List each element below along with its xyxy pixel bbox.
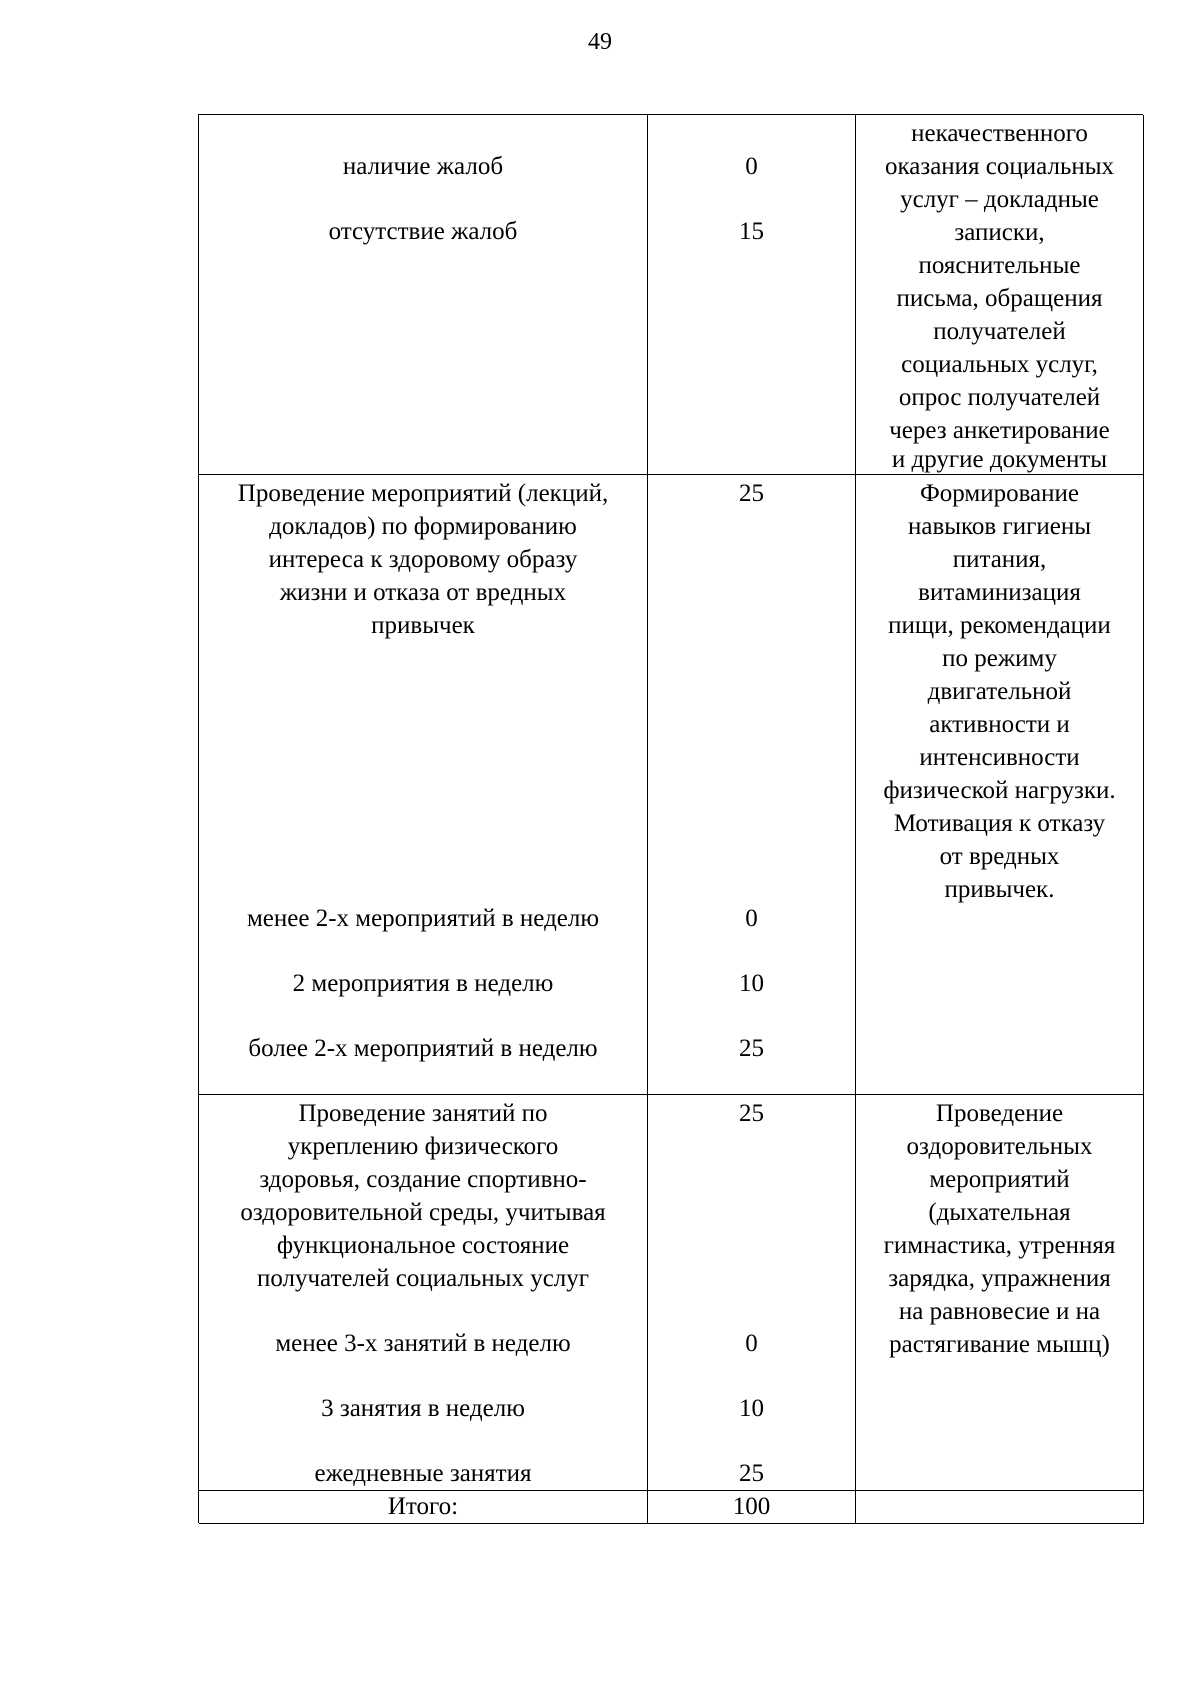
row2-criteria-line: привычек bbox=[371, 612, 475, 639]
row3-description-line: Проведение bbox=[935, 1100, 1064, 1127]
row3-description-line: (дыхательная bbox=[928, 1199, 1071, 1226]
row3-score: 0 bbox=[745, 1330, 758, 1357]
row1-score: 15 bbox=[739, 218, 764, 245]
row3-criteria-line: получателей социальных услуг bbox=[256, 1265, 590, 1292]
row2-description-line: привычек. bbox=[944, 876, 1055, 903]
row1-description-line: услуг – докладные bbox=[900, 186, 1099, 213]
row1-description-line: некачественного bbox=[911, 120, 1088, 147]
row2-criteria-cell bbox=[199, 475, 648, 1095]
row2-criteria-line: более 2-х мероприятий в неделю bbox=[248, 1035, 598, 1062]
row1-description-line: пояснительные bbox=[918, 252, 1081, 279]
row1-score: 0 bbox=[745, 153, 758, 180]
criteria-table bbox=[198, 114, 1143, 1523]
row2-description-cell bbox=[856, 475, 1144, 1095]
total-label-cell bbox=[199, 1491, 648, 1524]
row2-description-line: Мотивация к отказу bbox=[893, 810, 1106, 837]
row1-description-line: социальных услуг, bbox=[901, 351, 1098, 378]
row2-description-line: от вредных bbox=[939, 843, 1060, 870]
row1-description-line: письма, обращения bbox=[896, 285, 1103, 312]
row3-description-line: гимнастика, утренняя bbox=[883, 1232, 1116, 1259]
row2-score: 25 bbox=[739, 1035, 764, 1062]
row3-description-line: оздоровительных bbox=[906, 1133, 1093, 1160]
row3-description-line: мероприятий bbox=[929, 1166, 1070, 1193]
row2-description-line: интенсивности bbox=[919, 744, 1080, 771]
row3-score: 10 bbox=[739, 1395, 764, 1422]
total-value-cell bbox=[648, 1491, 856, 1524]
row3-description-line: зарядка, упражнения bbox=[888, 1265, 1111, 1292]
total-empty-cell bbox=[856, 1491, 1144, 1524]
row2-criteria-line: жизни и отказа от вредных bbox=[279, 579, 567, 606]
row2-criteria-line: 2 мероприятия в неделю bbox=[292, 970, 554, 997]
row3-score: 25 bbox=[739, 1100, 764, 1127]
row3-criteria-line: 3 занятия в неделю bbox=[321, 1395, 525, 1422]
total-value: 100 bbox=[732, 1493, 771, 1520]
row2-score: 10 bbox=[739, 970, 764, 997]
row1-score-cell bbox=[648, 115, 856, 475]
row1-description-line: и другие документы bbox=[891, 446, 1108, 473]
row1-criteria-line: отсутствие жалоб bbox=[328, 218, 518, 245]
row2-criteria-line: докладов) по формированию bbox=[269, 513, 577, 540]
row3-score: 25 bbox=[739, 1460, 764, 1487]
row2-description-line: питания, bbox=[952, 546, 1047, 573]
row3-criteria-line: здоровья, создание спортивно- bbox=[259, 1166, 587, 1193]
row1-criteria-line: наличие жалоб bbox=[342, 153, 504, 180]
row3-score-cell bbox=[648, 1095, 856, 1491]
row1-description-line: получателей bbox=[933, 318, 1066, 345]
row2-description-line: Формирование bbox=[920, 480, 1079, 507]
row3-description-cell bbox=[856, 1095, 1144, 1491]
row3-description-line: на равновесие и на bbox=[898, 1298, 1101, 1325]
row1-description-line: через анкетирование bbox=[889, 417, 1110, 444]
row3-criteria-line: ежедневные занятия bbox=[314, 1460, 532, 1487]
row2-description-line: физической нагрузки. bbox=[883, 777, 1116, 804]
row1-description-cell bbox=[856, 115, 1144, 475]
row2-criteria-line: менее 2-х мероприятий в неделю bbox=[246, 905, 600, 932]
row3-description-line: растягивание мышц) bbox=[889, 1331, 1110, 1358]
row2-score: 0 bbox=[745, 905, 758, 932]
row2-score-cell bbox=[648, 475, 856, 1095]
row2-criteria-line: Проведение мероприятий (лекций, bbox=[237, 480, 609, 507]
row2-description-line: активности и bbox=[929, 711, 1070, 738]
row2-description-line: двигательной bbox=[927, 678, 1072, 705]
row1-description-line: записки, bbox=[954, 219, 1045, 246]
page-number: 49 bbox=[588, 29, 612, 55]
row3-criteria-line: оздоровительной среды, учитывая bbox=[240, 1199, 606, 1226]
total-label: Итого: bbox=[387, 1493, 459, 1520]
row3-criteria-cell bbox=[199, 1095, 648, 1491]
row1-description-line: оказания социальных bbox=[884, 153, 1115, 180]
row1-criteria-cell bbox=[199, 115, 648, 475]
row2-score: 25 bbox=[739, 480, 764, 507]
row3-criteria-line: менее 3-х занятий в неделю bbox=[275, 1330, 571, 1357]
row1-description-line: опрос получателей bbox=[898, 384, 1101, 411]
row2-description-line: витаминизация bbox=[918, 579, 1081, 606]
row2-criteria-line: интереса к здоровому образу bbox=[268, 546, 578, 573]
row3-criteria-line: Проведение занятий по bbox=[298, 1100, 548, 1127]
row2-description-line: по режиму bbox=[942, 645, 1057, 672]
row3-criteria-line: укреплению физического bbox=[287, 1133, 559, 1160]
row3-criteria-line: функциональное состояние bbox=[276, 1232, 570, 1259]
row2-description-line: пищи, рекомендации bbox=[888, 612, 1111, 639]
row2-description-line: навыков гигиены bbox=[907, 513, 1092, 540]
